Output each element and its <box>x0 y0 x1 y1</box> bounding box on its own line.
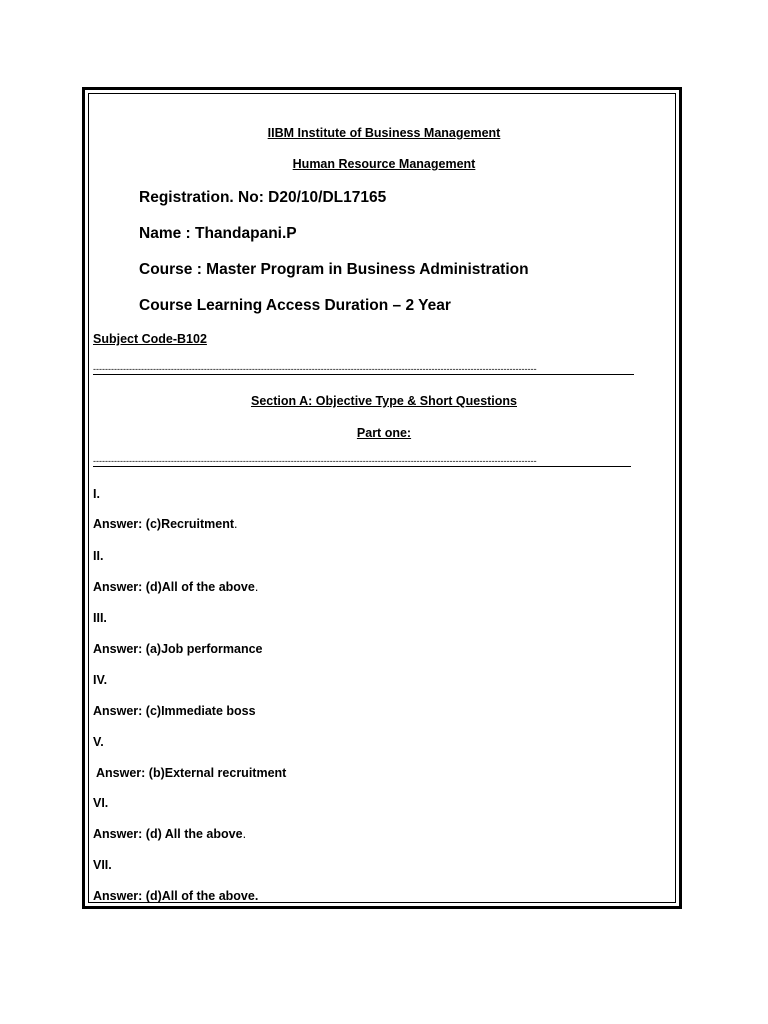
page-border-inner <box>88 93 676 903</box>
answer-text: Answer: (b)External recruitment <box>96 766 287 780</box>
answer-line <box>93 827 246 841</box>
question-numeral: VII. <box>93 858 112 872</box>
question-numeral: I. <box>93 487 100 501</box>
answer-trailing-period: . <box>242 827 247 841</box>
answer-text: Answer: (d) All the above <box>93 827 243 841</box>
question-numeral: V. <box>93 735 104 749</box>
question-numeral: III. <box>93 611 107 625</box>
institute-title: IIBM Institute of Business Management <box>267 126 501 140</box>
subject-code: Subject Code-B102 <box>93 332 207 346</box>
answer-text: Answer: (c)Recruitment <box>93 517 234 531</box>
program-title: Human Resource Management <box>292 157 476 171</box>
question-numeral: VI. <box>93 796 109 810</box>
answer-line <box>93 517 237 531</box>
answer-line <box>93 580 258 594</box>
student-name: Name : Thandapani.P <box>139 225 297 242</box>
answer-text: Answer: (a)Job performance <box>93 642 263 656</box>
answer-text: Answer: (d)All of the above. <box>93 889 259 903</box>
answer-line <box>96 766 286 780</box>
answer-text: Answer: (c)Immediate boss <box>93 704 256 718</box>
answer-line <box>93 889 258 903</box>
course-name: Course : Master Program in Business Administration <box>139 261 529 278</box>
course-duration: Course Learning Access Duration – 2 Year <box>139 297 451 314</box>
answer-trailing-period: . <box>254 580 259 594</box>
answer-line <box>93 704 256 718</box>
divider-top: ---------------------------------------------------------------------------------------------------------------------------------------------------- <box>93 364 634 375</box>
part-title: Part one: <box>356 426 412 440</box>
answer-text: Answer: (d)All of the above <box>93 580 255 594</box>
registration-number: Registration. No: D20/10/DL17165 <box>139 189 387 206</box>
answer-line <box>93 642 262 656</box>
answer-trailing-period: . <box>234 517 238 531</box>
question-numeral: IV. <box>93 673 108 687</box>
question-numeral: II. <box>93 549 104 563</box>
divider-bottom: ---------------------------------------------------------------------------------------------------------------------------------------------------- <box>93 456 631 467</box>
page-border <box>82 87 682 909</box>
section-title: Section A: Objective Type & Short Questions <box>250 394 517 408</box>
